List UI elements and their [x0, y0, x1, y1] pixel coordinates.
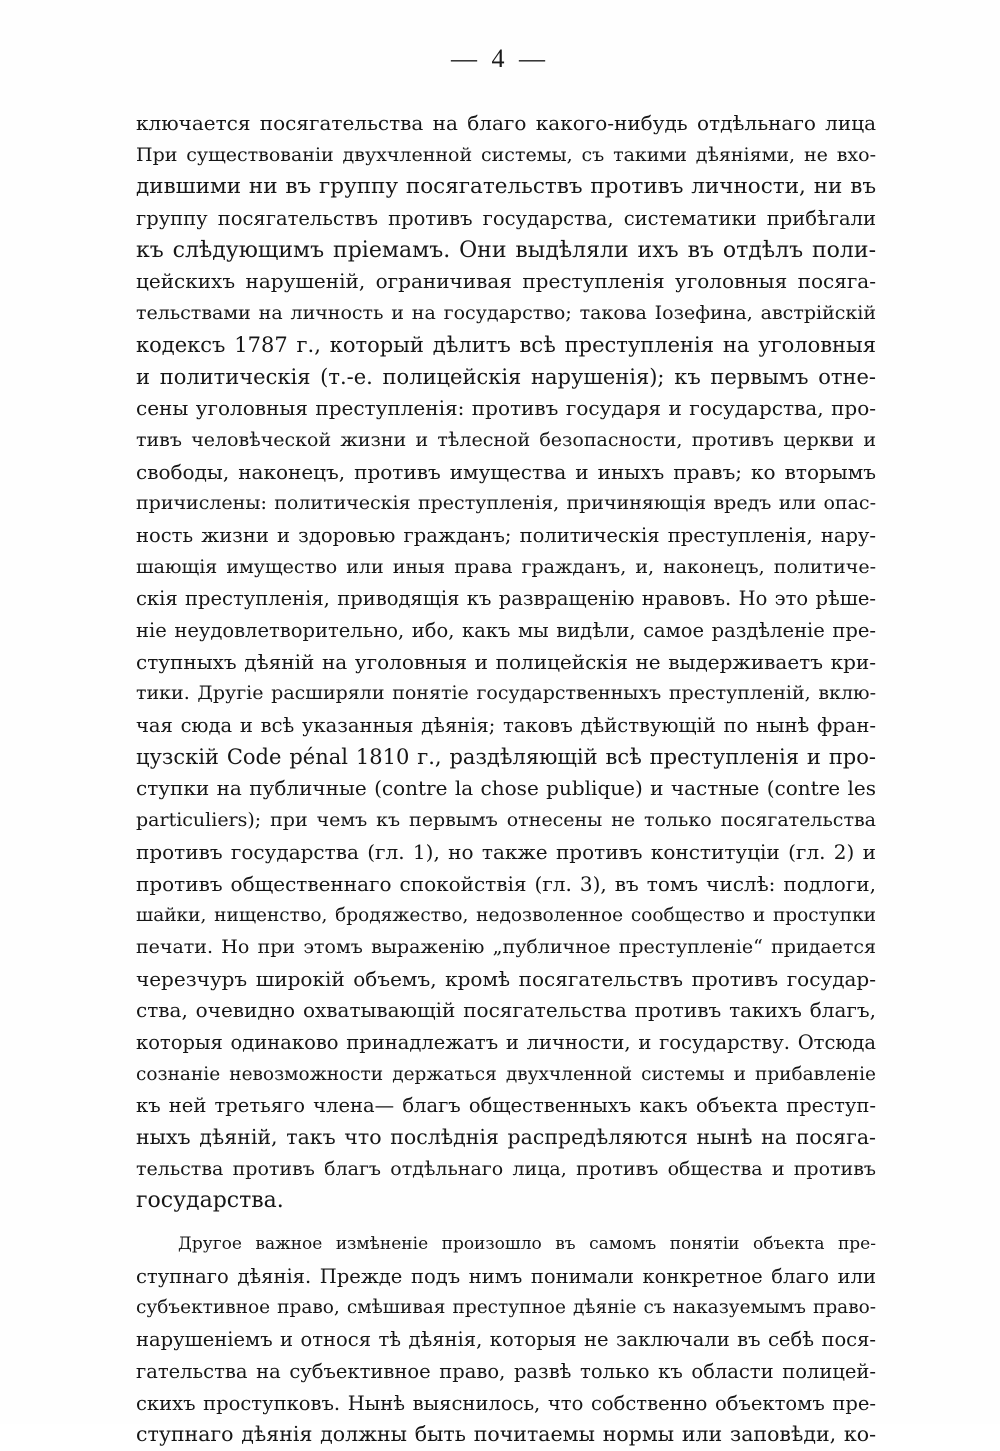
text-line: субъективное право, смѣшивая преступное дѣяніе съ наказуемымъ право- [136, 1297, 876, 1319]
text-line: ность жизни и здоровью гражданъ; политическія преступленія, нару- [136, 523, 876, 547]
text-line: которыя одинаково принадлежатъ и личности, и государству. Отсюда [136, 1030, 876, 1054]
text-line: ступныхъ дѣяній на уголовныя и полицейскія не выдерживаетъ кри- [136, 649, 876, 674]
text-line: къ слѣдующимъ пріемамъ. Они выдѣляли ихъ въ отдѣлъ поли- [136, 237, 876, 263]
page-number: — 4 — [451, 44, 549, 73]
text-line: сены уголовныя преступленія: противъ государя и государства, про- [136, 396, 876, 421]
text-line-indented: Другое важное измѣненіе произошло въ самомъ понятіи объекта пре- [178, 1234, 876, 1255]
text-line: ступки на публичные (contre la chose publique) и частные (contre les [136, 776, 876, 801]
text-line: къ ней третьяго члена— благъ общественныхъ какъ объекта преступ- [136, 1094, 876, 1118]
paragraph-2 [136, 1229, 876, 1451]
text-line: чая сюда и всѣ указанныя дѣянія; таковъ дѣйствующій по нынѣ фран- [136, 714, 876, 738]
text-line: противъ общественнаго спокойствія (гл. 3), въ томъ числѣ: подлоги, [136, 871, 876, 896]
text-line: При существованіи двухчленной системы, съ такими дѣяніями, не вхо- [136, 143, 876, 166]
text-line: шайки, нищенство, бродяжество, недозволенное сообщество и проступки [136, 905, 876, 927]
text-line: скихъ проступковъ. Нынѣ выяснилось, что собственно объектомъ пре- [136, 1391, 876, 1415]
text-line: ступнаго дѣянія должны быть почитаемы нормы или заповѣди, ко- [136, 1422, 876, 1447]
text-line: тики. Другіе расширяли понятіе государственныхъ преступленій, вклю- [136, 682, 876, 705]
body-text [136, 108, 876, 1451]
text-line: ніе неудовлетворительно, ибо, какъ мы видѣли, самое раздѣленіе пре- [136, 619, 876, 642]
text-line: цузскій Code pénal 1810 г., раздѣляющій всѣ преступленія и про- [136, 744, 876, 769]
text-line: ступнаго дѣянія. Прежде подъ нимъ понимали конкретное благо или [136, 1264, 876, 1288]
text-line: и политическія (т.-е. полицейскія нарушенія); къ первымъ отне- [136, 364, 876, 389]
text-line: черезчуръ широкій объемъ, кромѣ посягательствъ противъ государ- [136, 966, 876, 991]
text-line: противъ государства (гл. 1), но также противъ конституціи (гл. 2) и [136, 839, 876, 864]
text-line: нарушеніемъ и относя тѣ дѣянія, которыя не заключали въ себѣ пося- [136, 1328, 876, 1352]
text-line: скія преступленія, приводящія къ развращенію нравовъ. Но это рѣше- [136, 587, 876, 611]
text-line: дившими ни въ группу посягательствъ противъ личности, ни въ [136, 174, 876, 200]
text-line: цейскихъ нарушеній, ограничивая преступленія уголовныя посяга- [136, 269, 876, 294]
text-line: причислены: политическія преступленія, причиняющія вредъ или опас- [136, 492, 876, 515]
text-line: сознаніе невозможности держаться двухчленной системы и прибавленіе [136, 1063, 876, 1085]
text-line: particuliers); при чемъ къ первымъ отнесены не только посягательства [136, 809, 876, 832]
text-line: ства, очевидно охватывающій посягательства противъ такихъ благъ, [136, 998, 876, 1023]
text-line: тивъ человѣческой жизни и тѣлесной безопасности, противъ церкви и [136, 428, 876, 451]
paragraph-gap [136, 1217, 876, 1229]
text-line: свободы, наконецъ, противъ имущества и иныхъ правъ; ко вторымъ [136, 459, 876, 484]
text-line: гательства на субъективное право, развѣ только къ области полицей- [136, 1359, 876, 1383]
text-line: ныхъ дѣяній, такъ что послѣднія распредѣляются нынѣ на посяга- [136, 1125, 876, 1149]
text-line: тельствами на личность и на государство; такова Іозефина, австрійскій [136, 302, 876, 325]
paragraph-1 [136, 108, 876, 1217]
text-line: тельства противъ благъ отдѣльнаго лица, противъ общества и противъ [136, 1157, 876, 1180]
text-line: кодексъ 1787 г., который дѣлитъ всѣ преступленія на уголовныя [136, 332, 876, 357]
text-line: группу посягательствъ противъ государства, систематики прибѣгали [136, 207, 876, 231]
text-line-last: государства. [136, 1188, 284, 1214]
text-line: шающія имущество или иныя права гражданъ, и, наконецъ, политиче- [136, 555, 876, 578]
text-line: печати. Но при этомъ выраженію „публичное преступленіе“ придается [136, 935, 876, 958]
text-line: ключается посягательства на благо какого-нибудь отдѣльнаго лица [136, 111, 876, 135]
